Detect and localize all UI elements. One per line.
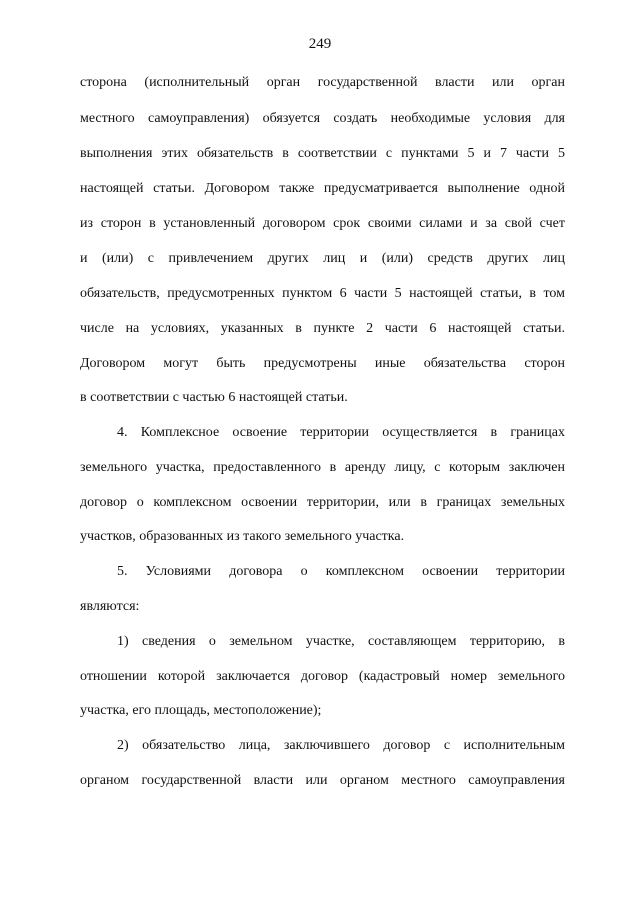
text-line: земельного участка, предоставленного в аренду лицу, с которым заключен xyxy=(80,460,565,475)
text-line: 1) сведения о земельном участке, составляющем территорию, в xyxy=(117,634,565,649)
text-line: участка, его площадь, местоположение); xyxy=(80,703,322,718)
text-line: органом государственной власти или органом местного самоуправления xyxy=(80,773,565,788)
text-line: Договором могут быть предусмотрены иные обязательства сторон xyxy=(80,356,565,371)
text-line: местного самоуправления) обязуется создать необходимые условия для xyxy=(80,111,565,126)
text-line: являются: xyxy=(80,599,140,614)
page-number: 249 xyxy=(308,36,332,52)
text-line: выполнения этих обязательств в соответствии с пунктами 5 и 7 части 5 xyxy=(80,146,565,161)
text-line: и (или) с привлечением других лиц и (или) средств других лиц xyxy=(80,251,565,266)
text-line: 4. Комплексное освоение территории осуществляется в границах xyxy=(117,425,565,440)
text-line: обязательств, предусмотренных пунктом 6 части 5 настоящей статьи, в том xyxy=(80,286,565,301)
text-line: 2) обязательство лица, заключившего договор с исполнительным xyxy=(117,738,565,753)
text-line: в соответствии с частью 6 настоящей статьи. xyxy=(80,390,348,405)
text-line: числе на условиях, указанных в пункте 2 части 6 настоящей статьи. xyxy=(80,321,565,336)
text-line: настоящей статьи. Договором также предусматривается выполнение одной xyxy=(80,181,565,196)
text-line: 5. Условиями договора о комплексном освоении территории xyxy=(117,564,565,579)
text-line: из сторон в установленный договором срок своими силами и за свой счет xyxy=(80,216,565,231)
text-line: договор о комплексном освоении территории, или в границах земельных xyxy=(80,495,565,510)
text-line: отношении которой заключается договор (кадастровый номер земельного xyxy=(80,669,565,684)
text-line: участков, образованных из такого земельного участка. xyxy=(80,529,405,544)
text-line: сторона (исполнительный орган государственной власти или орган xyxy=(80,75,565,90)
